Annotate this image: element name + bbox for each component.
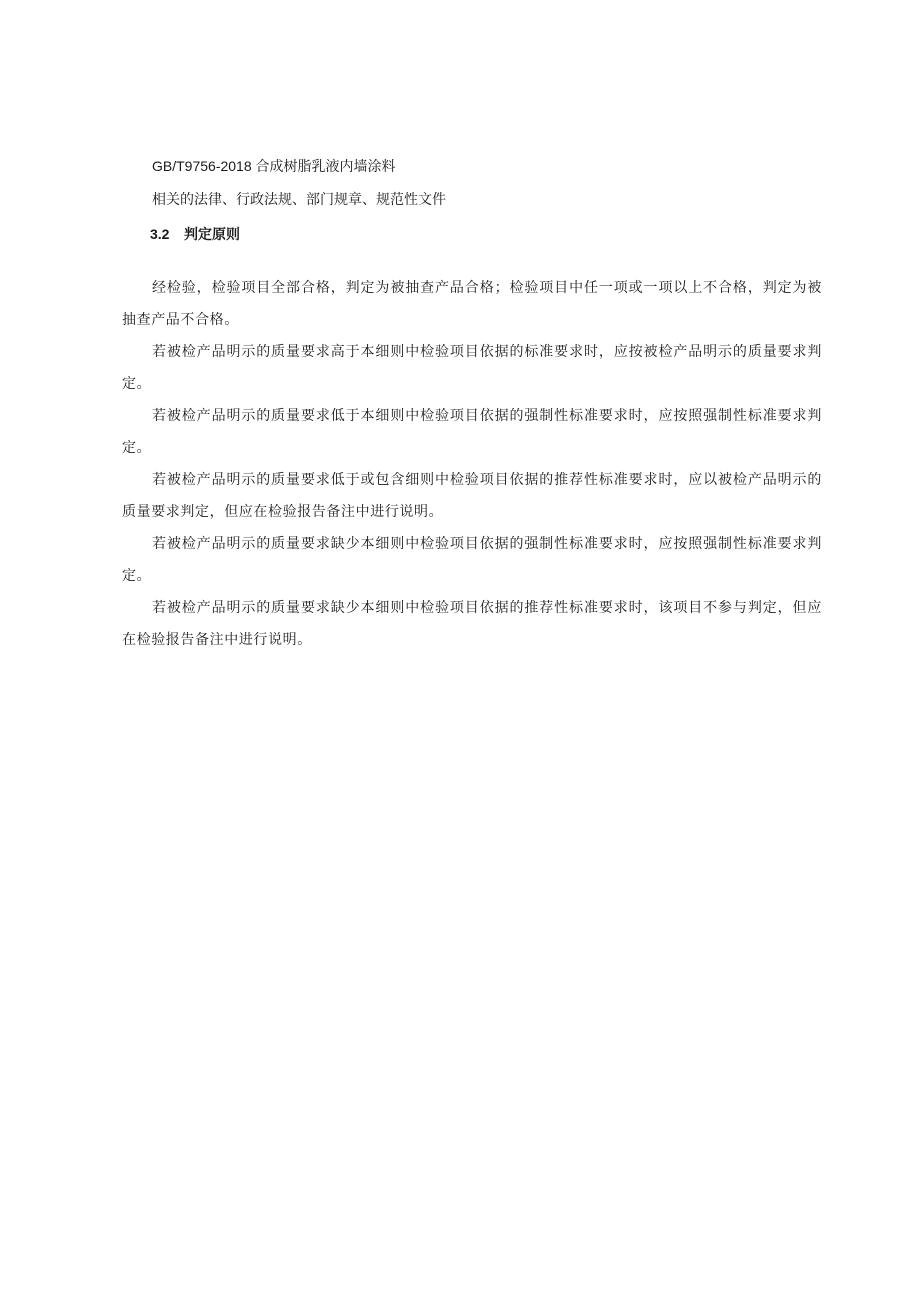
reference-standard: GB/T9756-2018 合成树脂乳液内墙涂料 [152, 158, 396, 174]
paragraph-judgement-basic: 经检验，检验项目全部合格，判定为被抽查产品合格；检验项目中任一项或一项以上不合格，判定为被抽查产品不合格。 [122, 280, 822, 328]
section-heading [150, 224, 822, 244]
reference-regulations: 相关的法律、行政法规、部门规章、规范性文件 [152, 192, 446, 208]
paragraph-higher-requirement: 若被检产品明示的质量要求高于本细则中检验项目依据的标准要求时，应按被检产品明示的质量要求判定。 [122, 344, 822, 392]
paragraph-lower-recommended: 若被检产品明示的质量要求低于或包含细则中检验项目依据的推荐性标准要求时，应以被检产品明示的质量要求判定，但应在检验报告备注中进行说明。 [122, 472, 822, 520]
paragraph-lower-mandatory: 若被检产品明示的质量要求低于本细则中检验项目依据的强制性标准要求时，应按照强制性标准要求判定。 [122, 408, 822, 456]
paragraph-missing-recommended: 若被检产品明示的质量要求缺少本细则中检验项目依据的推荐性标准要求时，该项目不参与判定，但应在检验报告备注中进行说明。 [122, 600, 822, 648]
section-number: 3.2 [150, 226, 170, 242]
document-content [122, 156, 822, 656]
paragraph-missing-mandatory: 若被检产品明示的质量要求缺少本细则中检验项目依据的强制性标准要求时，应按照强制性标准要求判定。 [122, 536, 822, 584]
section-title: 判定原则 [184, 226, 240, 242]
